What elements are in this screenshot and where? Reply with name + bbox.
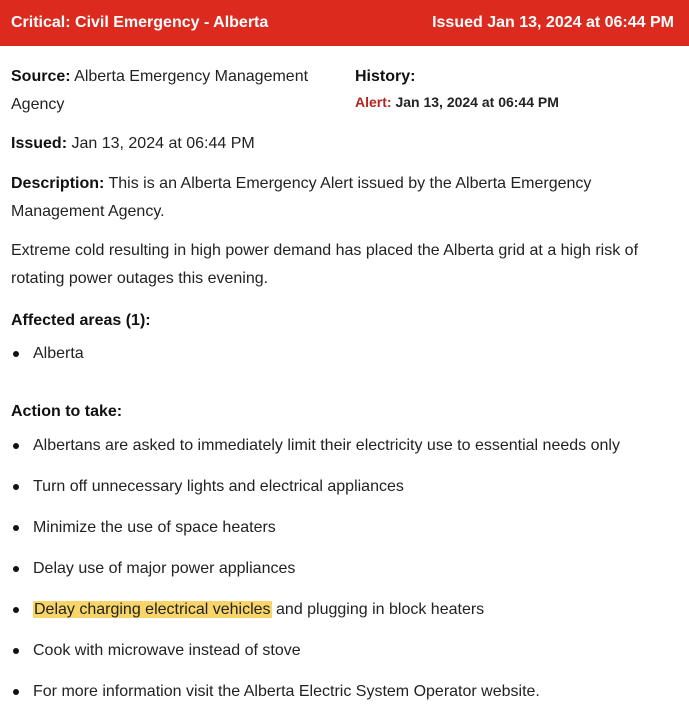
affected-areas-label: Affected areas (1):: [11, 312, 151, 329]
bullet-icon: [13, 607, 19, 613]
list-item: [11, 473, 620, 514]
history-entry: [355, 94, 559, 110]
history-entry-time: Jan 13, 2024 at 06:44 PM: [395, 94, 559, 110]
bullet-icon: [13, 484, 19, 490]
list-item: [11, 596, 620, 637]
description-field: [11, 170, 676, 226]
issued-label: Issued:: [11, 135, 68, 152]
description-label: Description:: [11, 175, 105, 192]
history-section: [355, 63, 559, 110]
action-to-take-label: Action to take:: [11, 403, 123, 420]
alert-issued-time: Issued Jan 13, 2024 at 06:44 PM: [432, 14, 674, 31]
list-item: [11, 637, 620, 678]
description-value: This is an Alberta Emergency Alert issued by the Alberta Emergency Management Agency.: [11, 175, 592, 220]
area-name: Alberta: [33, 345, 84, 362]
list-item: [11, 514, 620, 555]
list-item: [11, 432, 620, 473]
alert-body: [11, 46, 681, 700]
bullet-icon: [13, 351, 19, 357]
list-item: [11, 678, 620, 719]
description-detail: Extreme cold resulting in high power demand has placed the Alberta grid at a high risk of rotating power outages this evening.: [11, 242, 639, 287]
bullet-icon: [13, 525, 19, 531]
action-text: Turn off unnecessary lights and electrical appliances: [33, 478, 404, 495]
source-label: Source:: [11, 68, 71, 85]
action-text: Delay use of major power appliances: [33, 560, 296, 577]
bullet-icon: [13, 689, 19, 695]
source-field: [11, 63, 341, 119]
history-label: History:: [355, 68, 416, 85]
action-list: [11, 432, 620, 719]
list-item: [11, 555, 620, 596]
action-text: Minimize the use of space heaters: [33, 519, 276, 536]
action-text: and plugging in block heaters: [276, 601, 485, 618]
source-history-row: [11, 46, 681, 126]
highlighted-text: Delay charging electrical vehicles: [34, 601, 271, 618]
action-text: For more information visit the Alberta Electric System Operator website.: [33, 683, 540, 700]
bullet-icon: [13, 566, 19, 572]
bullet-icon: [13, 443, 19, 449]
action-text: Albertans are asked to immediately limit their electricity use to essential needs only: [33, 437, 620, 454]
alert-header: [0, 0, 689, 46]
alert-title: Critical: Civil Emergency - Alberta: [11, 14, 269, 31]
affected-areas-list: [11, 340, 84, 381]
issued-field: [11, 130, 255, 158]
source-value: Alberta Emergency Management Agency: [11, 68, 309, 113]
history-entry-type: Alert:: [355, 94, 392, 110]
list-item: [11, 340, 84, 381]
issued-value: Jan 13, 2024 at 06:44 PM: [71, 135, 255, 152]
bullet-icon: [13, 648, 19, 654]
action-text: Cook with microwave instead of stove: [33, 642, 301, 659]
